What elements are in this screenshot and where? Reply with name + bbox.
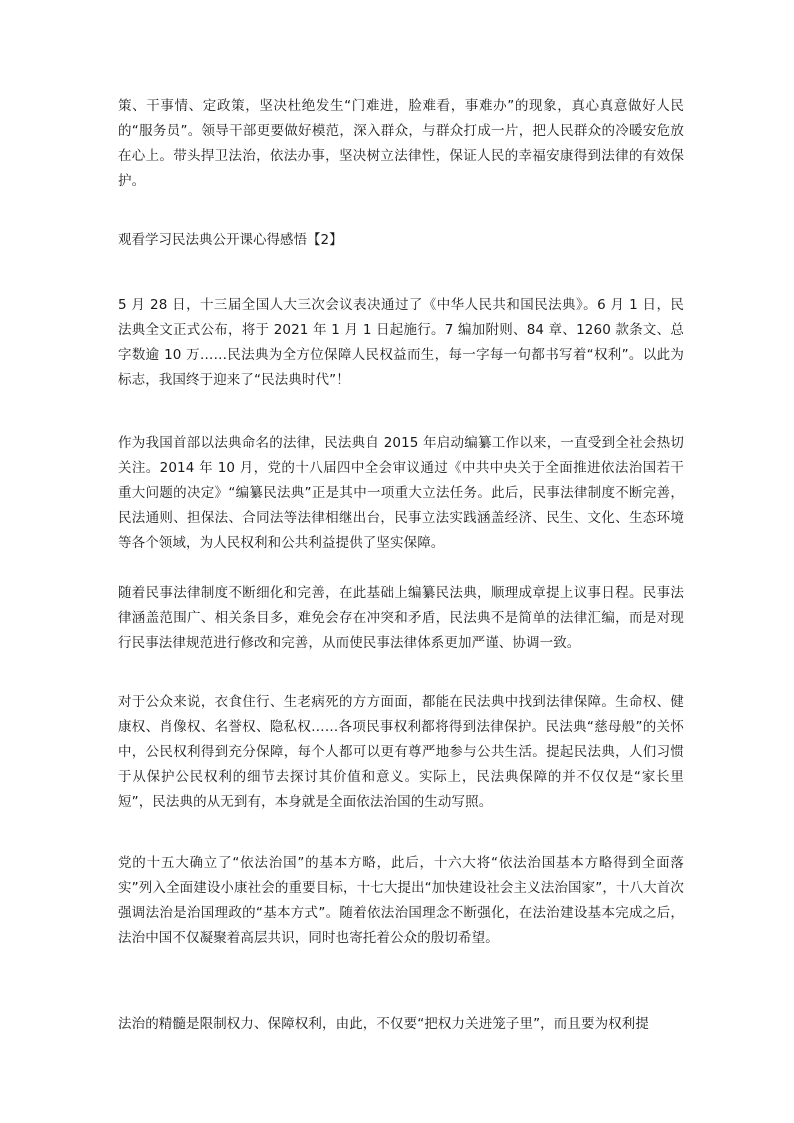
paragraph: 对于公众来说，衣食住行、生老病死的方方面面，都能在民法典中找到法律保障。生命权、健康权、肖像权、名誉权、隐私权……各项民事权利都将得到法律保护。民法典“慈母般”的关怀中，公民权利得到充分保障，每个人都可以更有尊严地参与公共生活。提起民法典，人们习惯于从保护公民权利的细节去探讨其价值和意义。实际上，民法典保障的并不仅仅是“家长里短”，民法典的从无到有，本身就是全面依法治国的生动写照。 bbox=[118, 694, 684, 810]
paragraph: 5 月 28 日，十三届全国人大三次会议表决通过了《中华人民共和国民法典》。6 月 1 日，民法典全文正式公布，将于 2021 年 1 月 1 日起施行。7 编加附则、84 章、1260 款条文、总字数逾 10 万……民法典为全方位保障人民权益而生，每一字每一句都书写着“权利”。以此为标志，我国终于迎来了“民法典时代”！ bbox=[118, 297, 684, 388]
paragraph: 作为我国首部以法典命名的法律，民法典自 2015 年启动编纂工作以来，一直受到全社会热切关注。2014 年 10 月，党的十八届四中全会审议通过《中共中央关于全面推进依法治国若干重大问题的决定》“编纂民法典”正是其中一项重大立法任务。此后，民事法律制度不断完善，民法通则、担保法、合同法等法律相继出台，民事立法实践涵盖经济、民生、文化、生态环境等各个领域，为人民权利和公共利益提供了坚实保障。 bbox=[118, 435, 684, 551]
paragraph: 党的十五大确立了“依法治国”的基本方略，此后，十六大将“依法治国基本方略得到全面落实”列入全面建设小康社会的重要目标，十七大提出“加快建设社会主义法治国家”，十八大首次强调法治是治国理政的“基本方式”。随着依法治国理念不断强化，在法治建设基本完成之后，法治中国不仅凝聚着高层共识，同时也寄托着公众的殷切希望。 bbox=[118, 855, 684, 946]
paragraph: 随着民事法律制度不断细化和完善，在此基础上编纂民法典，顺理成章提上议事日程。民事法律涵盖范围广、相关条目多，难免会存在冲突和矛盾，民法典不是简单的法律汇编，而是对现行民事法律规范进行修改和完善，从而使民事法律体系更加严谨、协调一致。 bbox=[118, 585, 684, 651]
paragraph: 策、干事情、定政策，坚决杜绝发生“门难进，脸难看，事难办”的现象，真心真意做好人民的“服务员”。领导干部更要做好模范，深入群众，与群众打成一片，把人民群众的冷暖安危放在心上。带头捍卫法治，依法办事，坚决树立法律性，保证人民的幸福安康得到法律的有效保护。 bbox=[118, 98, 684, 189]
section-heading: 观看学习民法典公开课心得感悟【2】 bbox=[118, 232, 343, 248]
paragraph: 法治的精髓是限制权力、保障权利，由此，不仅要“把权力关进笼子里”，而且要为权利提 bbox=[118, 1016, 649, 1032]
